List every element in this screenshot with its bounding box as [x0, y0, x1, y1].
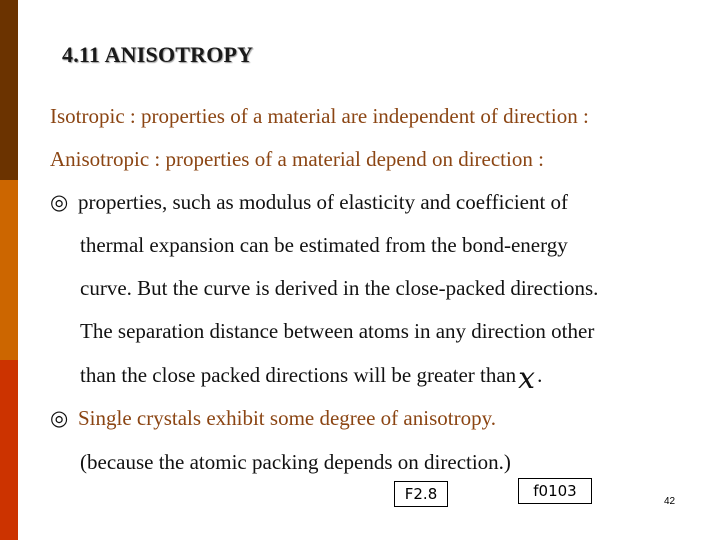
slide-title: 4.11 ANISOTROPY — [62, 42, 254, 67]
x-symbol: x — [518, 361, 536, 396]
bullet-2 — [50, 405, 496, 431]
code-reference-box: f0103 — [518, 478, 592, 504]
bullet-1-line-5 — [80, 361, 543, 396]
figure-reference-box: F2.8 — [394, 481, 448, 507]
bullet-1-line-2: thermal expansion can be estimated from the bond-energy — [80, 233, 568, 257]
sidebar-stripe — [0, 0, 18, 540]
sidebar-band-bottom — [0, 360, 18, 540]
bullet-1-line-5-text: than the close packed directions will be greater than — [80, 363, 517, 387]
bullet-1 — [50, 189, 568, 215]
sidebar-band-top — [0, 0, 18, 180]
bullet-1-line-1: properties, such as modulus of elasticity and coefficient of — [78, 190, 569, 214]
sidebar-band-middle — [0, 180, 18, 360]
bullet-1-line-3: curve. But the curve is derived in the close-packed directions. — [80, 276, 599, 300]
bullet-2-line-2: (because the atomic packing depends on direction.) — [80, 450, 511, 474]
bullet-icon: ◎ — [50, 406, 69, 430]
page-number: 42 — [664, 496, 676, 507]
bullet-icon: ◎ — [50, 190, 69, 214]
bullet-1-end: . — [537, 363, 543, 387]
isotropic-definition: Isotropic : properties of a material are independent of direction : — [50, 104, 589, 128]
bullet-2-line-1: Single crystals exhibit some degree of anisotropy. — [78, 406, 496, 430]
bullet-1-line-4: The separation distance between atoms in any direction other — [80, 319, 595, 343]
anisotropic-definition: Anisotropic : properties of a material depend on direction : — [50, 147, 544, 171]
